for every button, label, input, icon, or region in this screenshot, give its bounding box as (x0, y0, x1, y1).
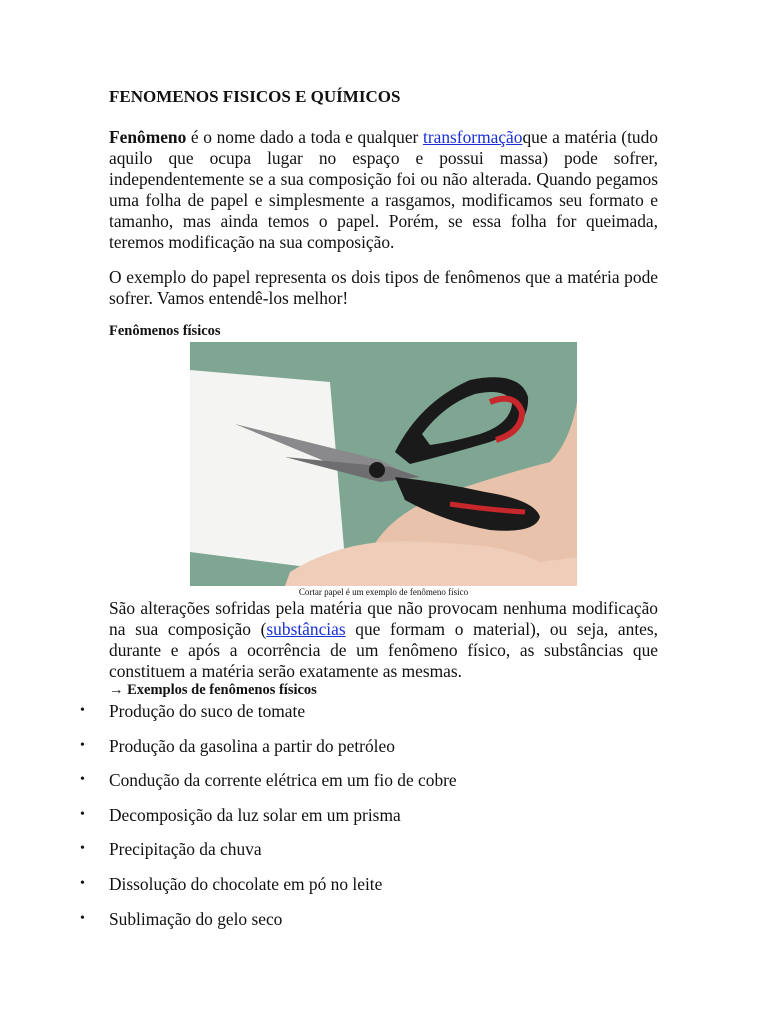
example-text: Sublimação do gelo seco (109, 908, 283, 929)
examples-heading: → Exemplos de fenômenos físicos (109, 682, 317, 698)
paper-sheet (190, 370, 346, 572)
list-item (80, 700, 640, 735)
bullet-icon: • (80, 841, 85, 857)
bullet-icon: • (80, 875, 85, 891)
substancias-link[interactable]: substâncias (266, 619, 346, 639)
example-text: Dissolução do chocolate em pó no leite (109, 873, 383, 894)
p3-text-a: São alterações sofridas pela matéria que não provocam nenhuma modificação na sua composição ( (109, 598, 658, 639)
physical-phenomena-paragraph (109, 598, 658, 682)
examples-list (80, 700, 640, 942)
list-item (80, 838, 640, 873)
intro-text-a: é o nome dado a toda e qualquer (186, 127, 423, 147)
photo-illustration (190, 342, 577, 586)
scissor-pivot (369, 462, 385, 478)
figure-caption: Cortar papel é um exemplo de fenômeno físico (298, 587, 469, 597)
example-text: Precipitação da chuva (109, 839, 262, 860)
transformacao-link[interactable]: transformação (422, 127, 523, 147)
bullet-icon: • (80, 737, 85, 753)
intro-text-b: que a matéria (tudo aquilo que ocupa lugar no espaço e possui massa) pode sofrer, independentemente se a sua composição foi ou não alterada. Quando pegamos uma folha de papel e simplesmente a rasgamos, modificamos seu formato e tamanho, mas ainda temos o papel. Porém, se essa folha for queimada, teremos modificação na sua composição. (109, 127, 658, 252)
list-item (80, 735, 640, 770)
paragraph-papel-example: O exemplo do papel representa os dois tipos de fenômenos que a matéria pode sofrer. Vamos entendê-los melhor! (109, 267, 658, 308)
list-item (80, 804, 640, 839)
example-text: Produção do suco de tomate (109, 701, 306, 721)
bullet-icon: • (80, 703, 85, 718)
intro-paragraph (109, 127, 658, 253)
section-heading-fenomenos-fisicos: Fenômenos físicos (109, 323, 221, 339)
list-item (80, 908, 640, 943)
bullet-icon: • (80, 910, 85, 926)
example-text: Produção da gasolina a partir do petróleo (109, 735, 395, 756)
example-text: Decomposição da luz solar em um prisma (109, 804, 401, 825)
list-item (80, 769, 640, 804)
bullet-icon: • (80, 772, 85, 788)
page-title: FENOMENOS FISICOS E QUÍMICOS (109, 87, 401, 106)
scissors-cutting-paper-image (190, 342, 577, 586)
list-item (80, 873, 640, 908)
p3-text-b: que formam o material), ou seja, antes, durante e após a ocorrência de um fenômeno físico, as substâncias que constituem a matéria serão exatamente as mesmas. (109, 619, 658, 681)
bullet-icon: • (80, 806, 85, 822)
example-text: Condução da corrente elétrica em um fio de cobre (109, 770, 457, 791)
intro-lead-term: Fenômeno (109, 127, 187, 147)
